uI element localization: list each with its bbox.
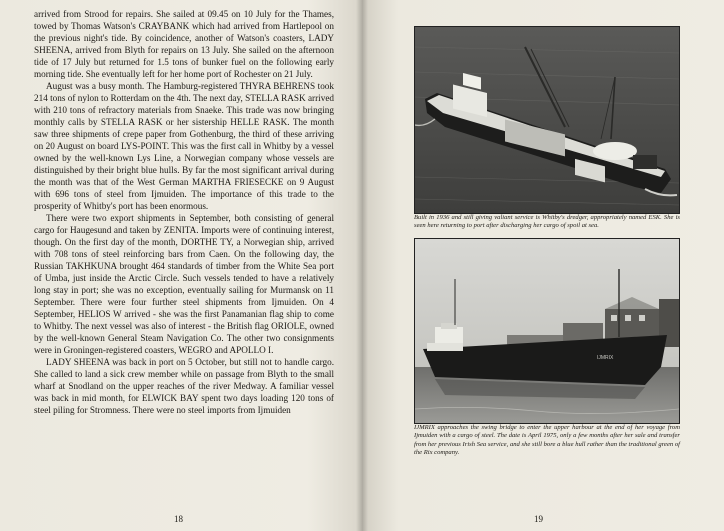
body-text	[34, 8, 334, 416]
page-number-right: 19	[534, 514, 543, 524]
right-page	[362, 0, 724, 531]
paragraph: There were two export shipments in September, both consisting of general cargo for Haugesund and taken by ZENITA. Imports were of continuing interest, though. On the first day of the month, DORTHE TY, a Norwegian ship, arrived with 708 tons of steel reinforcing bars from Caen. On the following day, the Russian TAKHKUNA brought 464 standards of timber from the White Sea port of Umba, just inside the Arctic Circle. Such vessels tended to have a relatively long stay in port; she was no exception, eventually sailing for Murmansk on 11 September. There were four further steel shipments from Ijmuiden. On 4 September, HELIOS W arrived - she was the first Panamanian flag ship to come to Whitby. The next vessel was also of interest - the British flag ORIOLE, owned by the well-known General Steam Navigation Co. The other two consignments were in Groningen-registered coasters, WEGRO and APOLLO I.	[34, 213, 334, 355]
svg-text:IJMRIX: IJMRIX	[597, 355, 614, 361]
paragraph: arrived from Strood for repairs. She sailed at 09.45 on 10 July for the Thames, towed by Thomas Watson's CRAYBANK which had arrived from Hartlepool on the previous night's tide. By coincidence, another of Watson's coasters, LADY SHEENA, arrived from Blyth for repairs on 13 July. She sailed on the afternoon tide of 17 July but returned for 1.5 tons of bunker fuel on the following early morning tide. She eventually left for her home port of Rochester on 21 July.	[34, 9, 334, 79]
paragraph: August was a busy month. The Hamburg-registered THYRA BEHRENS took 214 tons of nylon to Rotterdam on the 4th. The next day, STELLA RASK arrived with 210 tons of refractory materials from Snaeke. This trade was now bringing monthly calls by STELLA RASK or her sistership HELLE RASK. The month saw three shipments of crepe paper from Gothenburg, the third of these arriving on 20 August on board LYS-POINT. This was the first call in Whitby by a vessel owned by the well-known Lys Line, a Norwegian company whose vessels are distinguished by their bright blue hulls. By far the most significant arrival during the month was that of the West German MARTHA FRIESECKE on 9 August with 696 tons of steel from Ijmuiden. The importance of this trade to the prosperity of Whitby's port has been enormous.	[34, 81, 334, 211]
dredger-caption: Built in 1936 and still giving valiant service is Whitby's dredger, appropriately named ESK. She is seen here returning to port after discharging her cargo of spoil at sea.	[414, 214, 680, 230]
ijmrix-ship-image	[415, 239, 679, 423]
paragraph: LADY SHEENA was back in port on 5 October, but still not to handle cargo. She called to land a sick crew member while on passage from Blyth to the small wharf at Snodland on the upper reaches of the river Medway. A familiar vessel was back in mid month, for ELWICK BAY spent two days loading 120 tons of steel piling for Stromness. There were no steel imports from Ijmuiden	[34, 357, 334, 415]
ijmrix-photo	[414, 238, 680, 424]
ijmrix-caption: IJMRIX approaches the swing bridge to enter the upper harbour at the end of her voyage from Ijmuiden with a cargo of steel. The date is April 1975, only a few months after her sale and transfer from her previous Irish Sea service, and she still bore a blue hull rather than the traditional green of the Rix company.	[414, 424, 680, 457]
dredger-photo	[414, 26, 680, 214]
page-number-left: 18	[174, 514, 183, 524]
dredger-ship-image	[415, 27, 679, 213]
book-gutter-shadow	[356, 0, 368, 531]
